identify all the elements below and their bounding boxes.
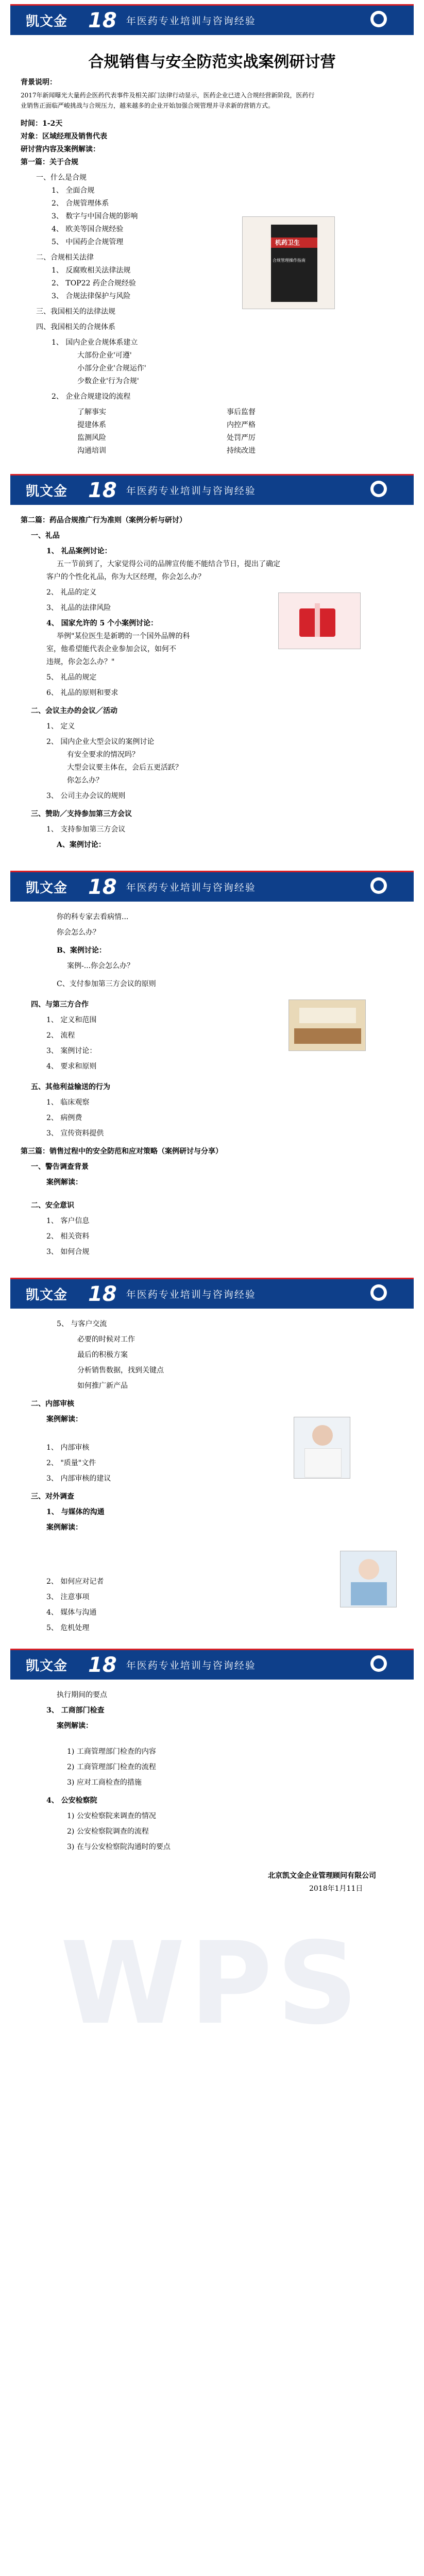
list-item: A、案例讨论： (57, 841, 106, 849)
list-item: 小部分企业'合规运作' (77, 364, 146, 372)
banner-slogan: 年医药专业培训与咨询经验 (126, 485, 256, 497)
list-item: B、案例讨论： (57, 946, 106, 955)
list-item: 案例解读： (46, 1178, 82, 1187)
list-item: 2、 如何应对记者 (46, 1578, 104, 1586)
list-item: 1、 支持参加第三方会议 (46, 825, 126, 834)
list-item: 2) 工商管理部门检查的流程 (67, 1763, 156, 1771)
conference-image (289, 999, 366, 1051)
list-item: 3、 如何合规 (46, 1248, 90, 1256)
list-item: 3、 注意事项 (46, 1593, 90, 1601)
book-subtitle: 合规管理操作指南 (273, 258, 306, 263)
list-item: 3) 应对工商检查的措施 (67, 1778, 142, 1787)
banner-number: 18 (88, 1282, 117, 1306)
logo-icon (369, 1283, 388, 1302)
footer-company: 北京凯文金企业管理顾问有限公司 (268, 1872, 376, 1880)
brand-logo: 凯文金 (26, 1658, 68, 1674)
paragraph: 有安全要求的情况吗？ (67, 751, 139, 759)
list-item: 1、 内部审核 (46, 1444, 90, 1452)
list-item: 二、合规相关法律 (36, 253, 94, 262)
list-item: 二、内部审核 (31, 1400, 74, 1408)
list-item: 二、安全意识 (31, 1201, 74, 1210)
list-item: 1、 与媒体的沟通 (46, 1508, 105, 1516)
list-item: 二、会议主办的会议／活动 (31, 707, 117, 715)
banner-number: 18 (88, 478, 117, 502)
list-item: 少数企业'行为合规' (77, 377, 139, 385)
list-item: 4、 欧美等国合规经验 (52, 225, 124, 233)
banner-slogan: 年医药专业培训与咨询经验 (126, 1289, 256, 1300)
list-item: 5、 礼品的规定 (46, 673, 97, 682)
logo-icon (369, 10, 388, 28)
list-item: 一、什么是合规 (36, 174, 87, 182)
paragraph: 违规，你会怎么办？" (46, 658, 115, 666)
list-item: 监测风险 (77, 434, 106, 442)
paragraph: 案例-...你会怎么办？ (67, 962, 134, 970)
heading: 背景说明： (21, 78, 57, 87)
list-item: 必要的时候对工作 (77, 1335, 135, 1344)
list-item: 4、 要求和原则 (46, 1062, 97, 1071)
list-item: 3、 案例讨论： (46, 1047, 97, 1055)
list-item: 2、 病例费 (46, 1114, 82, 1122)
list-item: 2、 流程 (46, 1031, 75, 1040)
list-item: 3、 合规法律保护与风险 (52, 292, 131, 300)
list-item: 1、 客户信息 (46, 1217, 90, 1225)
label: 研讨营内容及案例解读： (21, 145, 100, 154)
chapter-heading: 第三篇：销售过程中的安全防范和应对策略（案例研讨与分享） (21, 1147, 223, 1156)
brand-logo: 凯文金 (26, 484, 68, 499)
list-item: 内控严格 (227, 421, 256, 429)
person-image (294, 1417, 350, 1479)
banner-number: 18 (88, 875, 117, 899)
list-item: 2、 国内企业大型会议的案例讨论 (46, 738, 155, 746)
brand-logo: 凯文金 (26, 1287, 68, 1303)
banner (10, 1649, 414, 1680)
brand-logo: 凯文金 (26, 14, 68, 29)
banner-number: 18 (88, 1653, 117, 1677)
list-item: 2、 合规管理体系 (52, 199, 109, 208)
list-item: 5、 危机处理 (46, 1624, 90, 1632)
banner (10, 4, 414, 35)
list-item: 2、 相关资料 (46, 1232, 90, 1241)
list-item: 三、对外调查 (31, 1493, 74, 1501)
list-item: 如何推广新产品 (77, 1382, 128, 1390)
paragraph: 你的科专家去看病情... (57, 913, 129, 921)
logo-icon (369, 480, 388, 498)
list-item: 3、 公司主办会议的规则 (46, 792, 126, 800)
list-item: 1、 国内企业合规体系建立 (52, 338, 138, 347)
brand-logo: 凯文金 (26, 880, 68, 896)
chapter-heading: 第二篇：药品合规推广行为准则（案例分析与研讨） (21, 516, 186, 524)
banner (10, 871, 414, 902)
list-item: 案例解读： (57, 1722, 93, 1730)
list-item: 大部份企业'可遵' (77, 351, 132, 360)
logo-icon (369, 876, 388, 895)
list-item: 1、 全面合规 (52, 187, 95, 195)
banner-slogan: 年医药专业培训与咨询经验 (126, 1660, 256, 1671)
list-item: 沟通培训 (77, 447, 106, 455)
label: 对象：区域经理及销售代表 (21, 132, 107, 141)
list-item: 5、 与客户交流 (57, 1320, 107, 1328)
gift-image (278, 592, 361, 649)
list-item: 持续改进 (227, 447, 256, 455)
list-item: 4、 媒体与沟通 (46, 1608, 97, 1617)
banner-slogan: 年医药专业培训与咨询经验 (126, 15, 256, 27)
paragraph: 执行期间的要点 (57, 1691, 107, 1699)
paragraph: 五一节前到了，大家觉得公司的品牌宣传能不能结合节日，提出了确定 (57, 560, 280, 568)
label: 时间：1-2天 (21, 120, 63, 128)
list-item: 6、 礼品的原则和要求 (46, 689, 118, 697)
list-item: 一、警告调查背景 (31, 1163, 89, 1171)
paragraph: 室，他希望能代表企业参加会议，如何不 (46, 645, 176, 653)
list-item: 1、 礼品案例讨论： (46, 547, 112, 555)
chapter-heading: 第一篇：关于合规 (21, 158, 78, 166)
list-item: 2) 公安检察院调查的流程 (67, 1827, 149, 1836)
list-item: 一、礼品 (31, 532, 60, 540)
list-item: 三、赞助／支持参加第三方会议 (31, 810, 132, 818)
list-item: 3、 内部审核的建议 (46, 1475, 111, 1483)
list-item: 1、 定义和范围 (46, 1016, 97, 1024)
paragraph: 你会怎么办？ (57, 928, 100, 937)
list-item: 5、 中国药企合规管理 (52, 238, 124, 246)
paragraph: 你怎么办？ (67, 776, 103, 785)
list-item: 1、 定义 (46, 722, 75, 731)
logo-icon (369, 1654, 388, 1673)
list-item: 2、 礼品的定义 (46, 588, 97, 597)
list-item: 1) 公安检察院来调查的情况 (67, 1812, 156, 1820)
list-item: 事后监督 (227, 408, 256, 416)
list-item: 2、 TOP22 药企合规经验 (52, 279, 136, 287)
list-item: 案例解读： (46, 1415, 82, 1423)
book-image (242, 216, 335, 309)
list-item: 2、 "质量"文件 (46, 1459, 96, 1467)
list-item: 1) 工商管理部门检查的内容 (67, 1748, 156, 1756)
list-item: 1、 临床观察 (46, 1098, 90, 1107)
list-item: 3、 宣传资料提供 (46, 1129, 104, 1138)
list-item: 了解事实 (77, 408, 106, 416)
paragraph: 2017年新闻曝光大量药企医药代表事件及相关部门法律行动显示，医药企业已进入合规经营新阶段，医药行 (21, 92, 315, 99)
book-title: 机药卫生 (275, 239, 300, 246)
list-item: 3、 工商部门检查 (46, 1706, 105, 1715)
footer-date: 2018年1月11日 (309, 1885, 363, 1893)
list-item: 四、我国相关的合规体系 (36, 323, 115, 331)
list-item: 四、与第三方合作 (31, 1001, 89, 1009)
list-item: 处罚严厉 (227, 434, 256, 442)
paragraph: 大型会议要主体在，会后五更活跃？ (67, 764, 182, 772)
list-item: 2、 企业合规建设的流程 (52, 393, 131, 401)
list-item: 4、 公安检察院 (46, 1797, 97, 1805)
list-item: 3) 在与公安检察院沟通时的要点 (67, 1843, 171, 1851)
list-item: 三、我国相关的法律法规 (36, 308, 115, 316)
list-item: 提建体系 (77, 421, 106, 429)
paragraph: 客户的个性化礼品，你为大区经理，你会怎么办？ (46, 573, 205, 581)
list-item: 案例解读： (46, 1523, 82, 1532)
doctor-image (340, 1551, 397, 1607)
list-item: 4、 国家允许的 5 个小案例讨论： (46, 619, 158, 628)
banner-number: 18 (88, 8, 117, 32)
list-item: C、支付参加第三方会议的原则 (57, 980, 156, 988)
banner (10, 474, 414, 505)
list-item: 1、 反腐败相关法律法规 (52, 266, 131, 275)
paragraph: 举例"某位医生是新聘的一个国外品牌的科 (57, 632, 190, 640)
list-item: 3、 礼品的法律风险 (46, 604, 111, 612)
list-item: 最后的积极方案 (77, 1351, 128, 1359)
watermark: WPS (60, 1918, 363, 2049)
list-item: 3、 数字与中国合规的影响 (52, 212, 138, 221)
page-title: 合规销售与安全防范实战案例研讨营 (88, 53, 336, 71)
paragraph: 业销售正面临严峻挑战与合规压力，越来越多的企业开始加强合规管理并寻求新的营销方式。 (21, 102, 275, 109)
list-item: 五、其他利益输送的行为 (31, 1083, 110, 1091)
banner-slogan: 年医药专业培训与咨询经验 (126, 882, 256, 893)
list-item: 分析销售数据，找到关键点 (77, 1366, 164, 1375)
banner (10, 1278, 414, 1309)
